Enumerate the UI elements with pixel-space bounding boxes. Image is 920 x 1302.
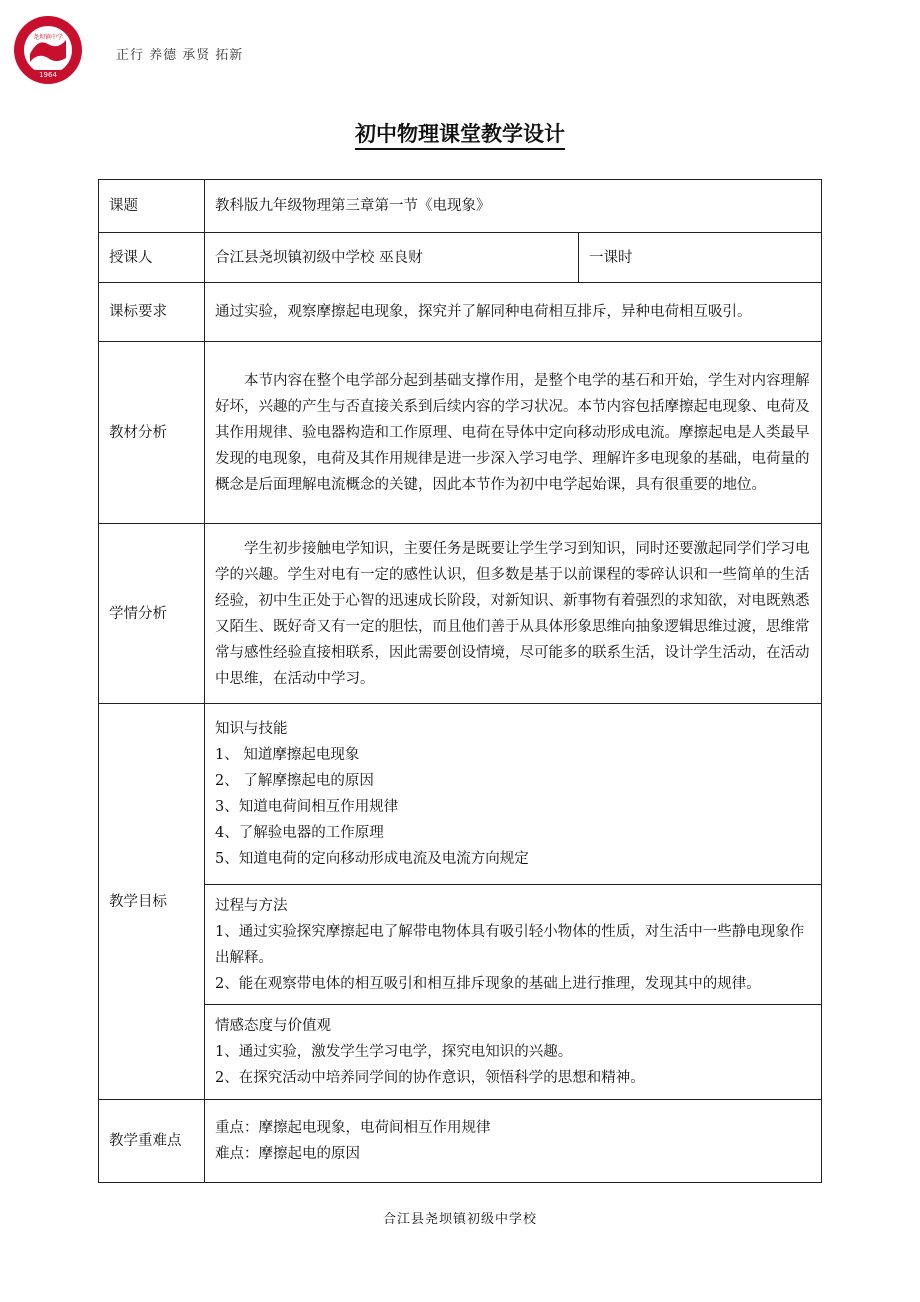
topic-label: 课题 [99,180,205,233]
difficult-point: 难点：摩擦起电的原因 [215,1146,360,1162]
attitude-item: 2、在探究活动中培养同学间的协作意识，领悟科学的思想和精神。 [215,1070,645,1086]
knowledge-item: 4、了解验电器的工作原理 [215,825,384,841]
logo-name: 尧坝镇中学 [32,34,64,41]
row-students [99,524,822,704]
lesson-hours: 一课时 [579,233,822,283]
process-item: 1、通过实验探究摩擦起电了解带电物体具有吸引轻小物体的性质，对生活中一些静电现象作出解释。 [215,923,805,966]
standard-label: 课标要求 [99,283,205,342]
row-material [99,342,822,524]
topic-value: 教科版九年级物理第三章第一节《电现象》 [205,180,822,233]
key-point: 重点：摩擦起电现象，电荷间相互作用规律 [215,1120,491,1136]
knowledge-title: 知识与技能 [215,721,288,737]
row-topic [99,180,822,233]
row-standard [99,283,822,342]
attitude-item: 1、通过实验，激发学生学习电学，探究电知识的兴趣。 [215,1044,573,1060]
process-item: 2、能在观察带电体的相互吸引和相互排斥现象的基础上进行推理，发现其中的规律。 [215,975,761,992]
knowledge-item: 2、 了解摩擦起电的原因 [215,773,374,789]
row-teacher [99,233,822,283]
row-goals-attitude [99,1005,822,1100]
knowledge-item: 1、 知道摩擦起电现象 [215,747,360,763]
material-analysis: 本节内容在整个电学部分起到基础支撑作用，是整个电学的基石和开始，学生对内容理解好坏，兴趣的产生与否直接关系到后续内容的学习状况。本节内容包括摩擦起电现象、电荷及其作用规律、验电器构造和工作原理、电荷在导体中定向移动形成电流。摩擦起电是人类最早发现的电现象，电荷及其作用规律是进一步深入学习电学、理解许多电现象的基础，电荷量的概念是后面理解电流概念的关键，因此本节作为初中电学起始课，具有很重要的地位。 [215,372,810,493]
row-goals-knowledge [99,704,822,885]
row-keypoints [99,1100,822,1183]
lesson-plan-table [98,179,822,1183]
logo-year: 1964 [39,71,57,79]
document-title: 初中物理课堂教学设计 [0,118,920,148]
students-label: 学情分析 [99,524,205,704]
footer-school-name: 合江县尧坝镇初级中学校 [382,1212,537,1227]
students-analysis: 学生初步接触电学知识，主要任务是既要让学生学习到知识，同时还要激起同学们学习电学的兴趣。学生对电有一定的感性认识，但多数是基于以前课程的零碎认识和一些简单的生活经验，初中生正处于心智的迅速成长阶段，对新知识、新事物有着强烈的求知欲，对电既熟悉又陌生、既好奇又有一定的胆怯，而且他们善于从具体形象思维向抽象逻辑思维过渡，思维常常与感性经验直接相联系，因此需要创设情境，尽可能多的联系生活，设计学生活动，在活动中思维，在活动中学习。 [215,540,810,687]
goals-label: 教学目标 [99,704,205,1100]
process-title: 过程与方法 [215,897,288,914]
teacher-value: 合江县尧坝镇初级中学校 巫良财 [205,233,579,283]
school-motto: 正行 养德 承贤 拓新 [116,48,244,63]
knowledge-item: 3、知道电荷间相互作用规律 [215,799,399,815]
teacher-label: 授课人 [99,233,205,283]
attitude-title: 情感态度与价值观 [215,1018,331,1034]
school-logo [8,14,88,86]
standard-value: 通过实验，观察摩擦起电现象，探究并了解同种电荷相互排斥，异种电荷相互吸引。 [205,283,822,342]
row-goals-process [99,885,822,1005]
keypoints-label: 教学重难点 [99,1100,205,1183]
knowledge-item: 5、知道电荷的定向移动形成电流及电流方向规定 [215,851,529,867]
material-label: 教材分析 [99,342,205,524]
